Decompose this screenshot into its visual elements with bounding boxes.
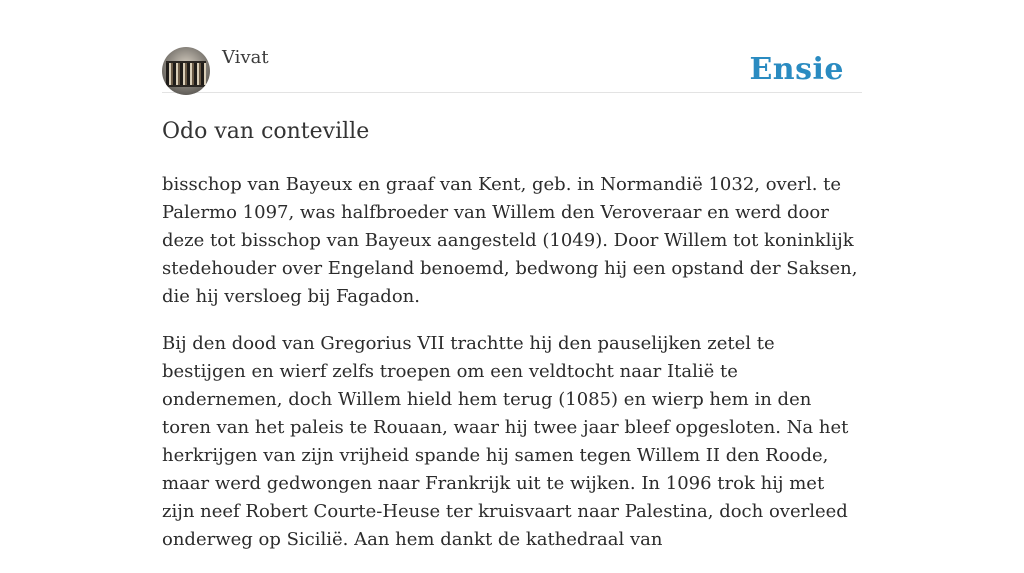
article-paragraph: Bij den dood van Gregorius VII trachtte hij den pauselijken zetel te bestijgen en wierf zelfs troepen om een veldtocht naar Italië te ondernemen, doch Willem hield hem terug (1085) en wierp hem in den toren van het paleis te Rouaan, waar hij twee jaar bleef opgesloten. Na het herkrijgen van zijn vrijheid spande hij samen tegen Willem II den Roode, maar werd gedwongen naar Frankrijk uit te wijken. In 1096 trok hij met zijn neef Robert Courte-Heuse ter kruisvaart naar Palestina, doch overleed onderweg op Sicilië. Aan hem dankt de kathedraal van — [162, 333, 849, 550]
avatar-bookshelf-image — [166, 61, 206, 87]
header — [162, 0, 862, 93]
article-body — [162, 171, 862, 554]
article-title: Odo van conteville — [162, 119, 370, 144]
author-avatar[interactable] — [162, 47, 210, 95]
author-name[interactable]: Vivat — [222, 47, 269, 68]
article-paragraph: bisschop van Bayeux en graaf van Kent, geb. in Normandië 1032, overl. te Palermo 1097, was halfbroeder van Willem den Veroveraar en werd door deze tot bisschop van Bayeux aangesteld (1049). Door Willem tot koninklijk stedehouder over Engeland benoemd, bedwong hij een opstand der Saksen, die hij versloeg bij Fagadon. — [162, 174, 858, 307]
page-container — [162, 0, 862, 573]
brand-logo[interactable]: Ensie — [749, 52, 844, 87]
